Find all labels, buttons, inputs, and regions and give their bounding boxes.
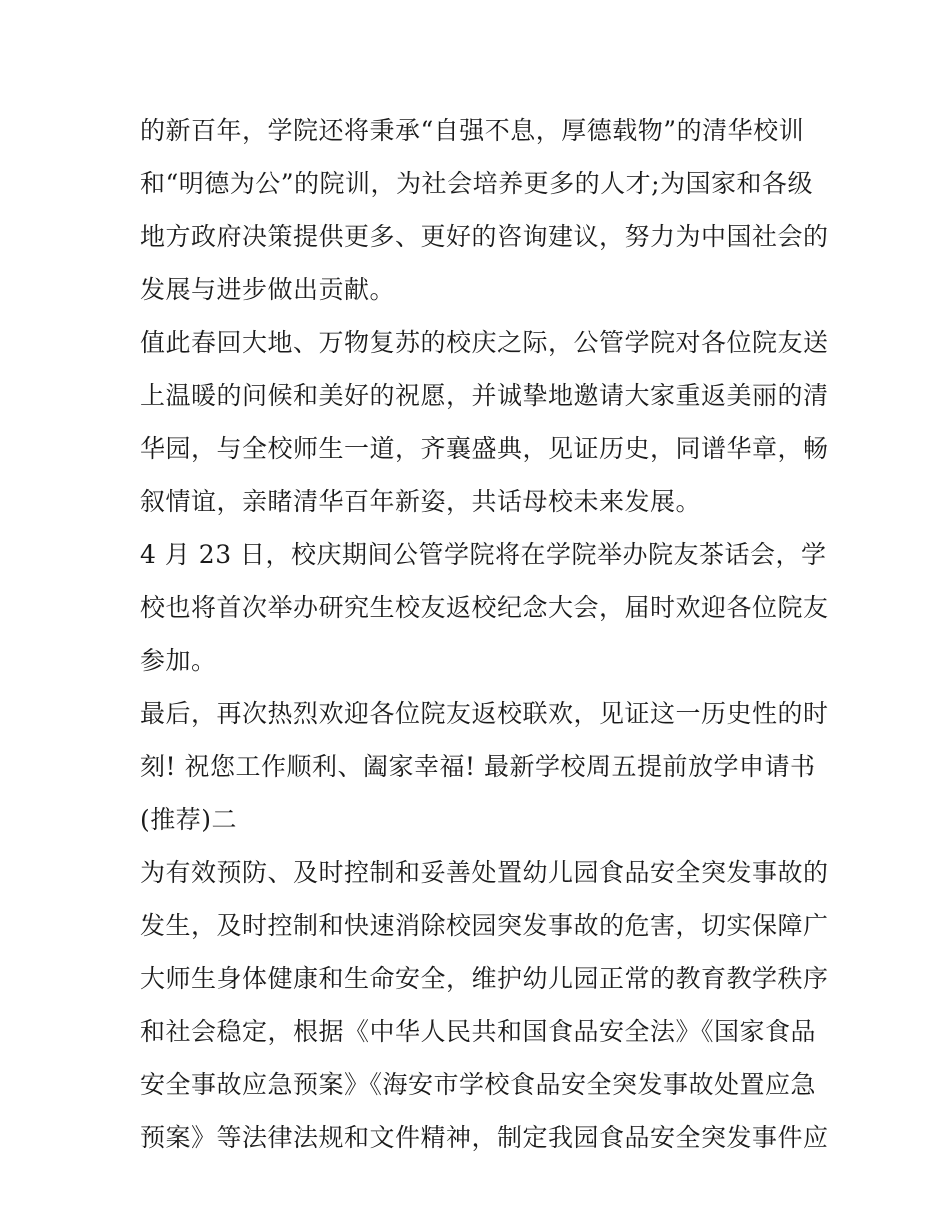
text-line: 刻! 祝您工作顺利、阖家幸福! 最新学校周五提前放学申请书 — [140, 752, 816, 781]
text-line: 发生，及时控制和快速消除校园突发事故的危害，切实保障广 — [140, 911, 829, 940]
text-line: 上温暖的问候和美好的祝愿，并诚挚地邀请大家重返美丽的清 — [140, 381, 829, 410]
text-line: 和“明德为公”的院训，为社会培养更多的人才;为国家和各级 — [140, 169, 813, 198]
document-body — [140, 110, 829, 1158]
text-line: 为有效预防、及时控制和妥善处置幼儿园食品安全突发事故的 — [140, 858, 829, 887]
text-line: 参加。 — [140, 646, 217, 675]
text-line: 预案》等法律法规和文件精神，制定我园食品安全突发事件应 — [140, 1123, 829, 1152]
text-line: 发展与进步做出贡献。 — [140, 275, 396, 304]
text-line: 校也将首次举办研究生校友返校纪念大会，届时欢迎各位院友 — [140, 593, 829, 622]
text-line: 4 月 23 日，校庆期间公管学院将在学院举办院友茶话会，学 — [140, 540, 827, 569]
text-line: 地方政府决策提供更多、更好的咨询建议，努力为中国社会的 — [140, 222, 829, 251]
text-line: 华园，与全校师生一道，齐襄盛典，见证历史，同谱华章，畅 — [140, 434, 829, 463]
text-line: 大师生身体健康和生命安全，维护幼儿园正常的教育教学秩序 — [140, 964, 829, 993]
text-line: (推荐)二 — [140, 805, 238, 834]
text-line: 安全事故应急预案》《海安市学校食品安全突发事故处置应急 — [140, 1070, 817, 1099]
text-line: 最后，再次热烈欢迎各位院友返校联欢，见证这一历史性的时 — [140, 699, 829, 728]
text-line: 叙情谊，亲睹清华百年新姿，共话母校未来发展。 — [140, 487, 702, 516]
text-line: 值此春回大地、万物复苏的校庆之际，公管学院对各位院友送 — [140, 328, 829, 357]
text-line: 和社会稳定，根据《中华人民共和国食品安全法》《国家食品 — [140, 1017, 817, 1046]
text-line: 的新百年，学院还将秉承“自强不息，厚德载物”的清华校训 — [140, 116, 805, 145]
